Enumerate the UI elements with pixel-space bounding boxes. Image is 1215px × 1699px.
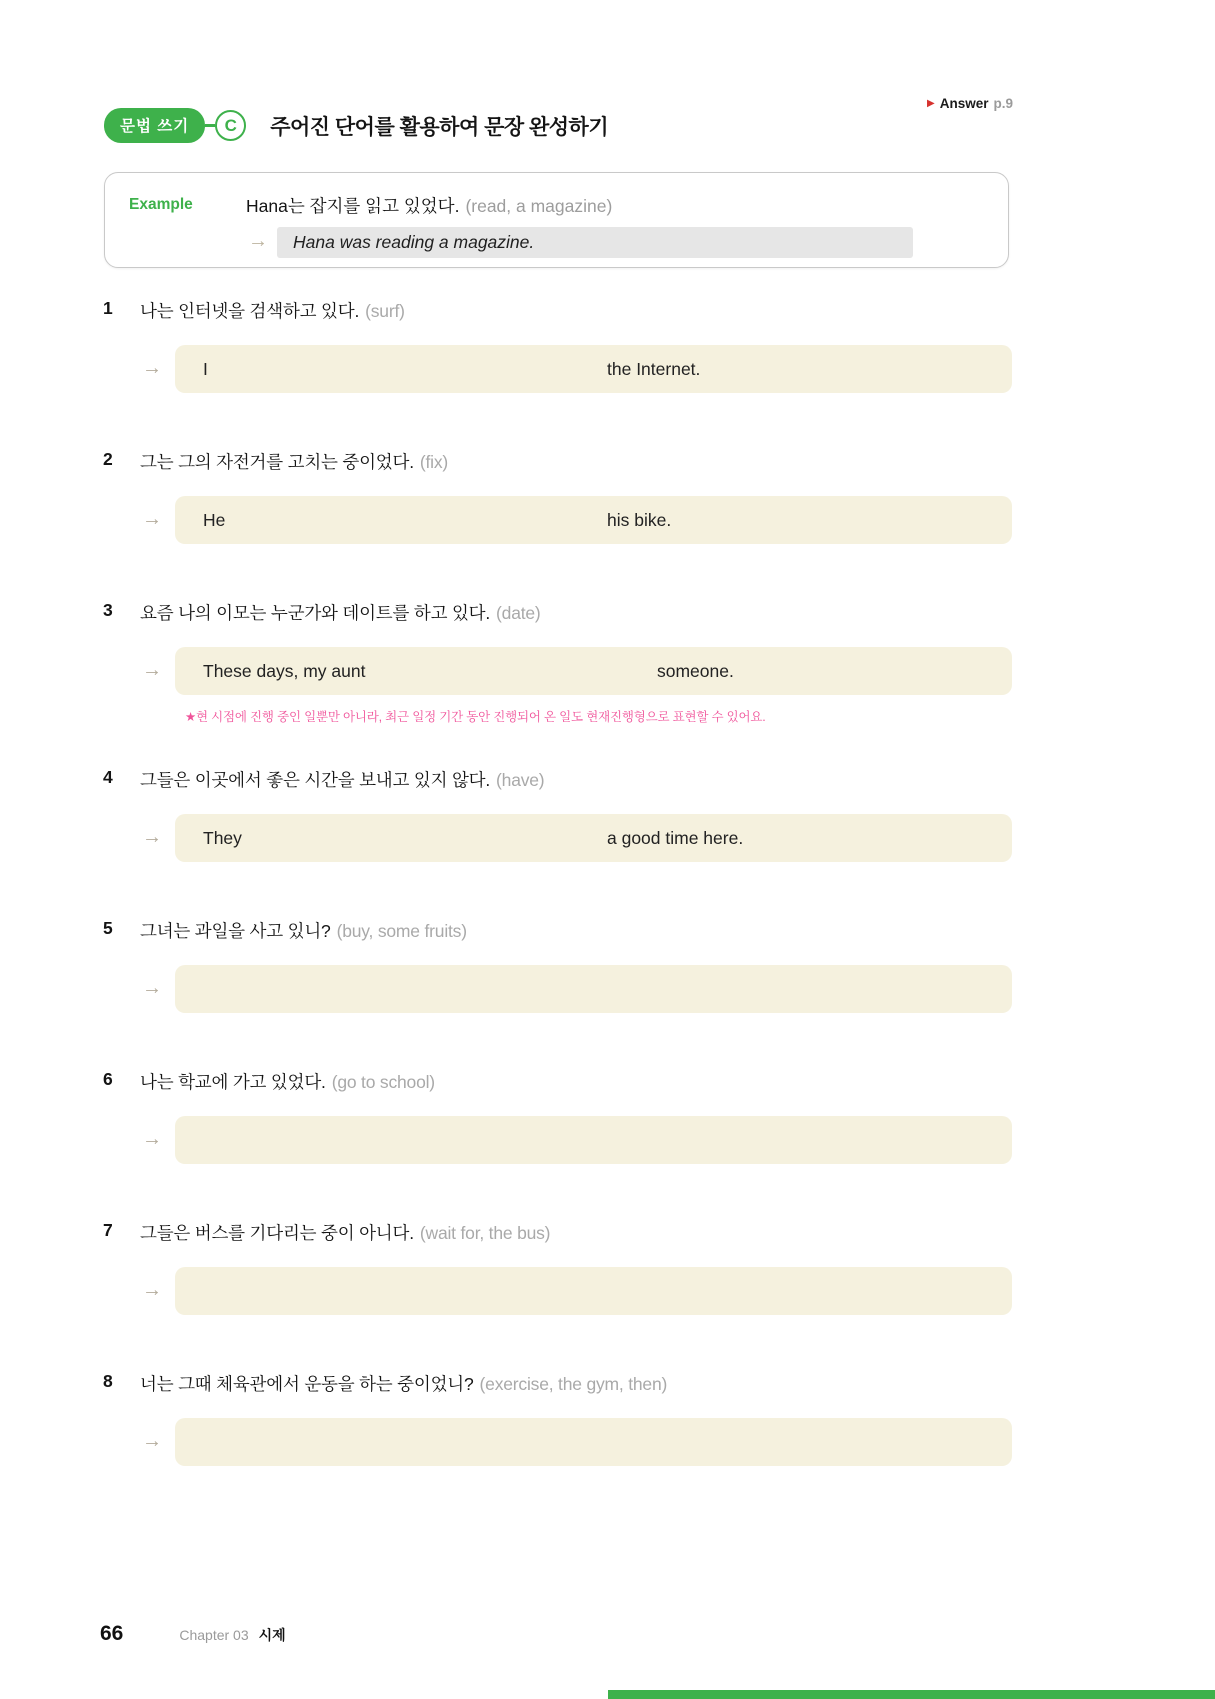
arrow-icon: →	[142, 826, 162, 848]
example-answer-highlight	[277, 227, 913, 258]
item-question	[140, 918, 467, 943]
item-number: 5	[103, 918, 113, 938]
example-hint: (read, a magazine)	[465, 196, 613, 216]
arrow-icon: →	[142, 659, 162, 681]
item-question	[140, 1069, 435, 1094]
exercise-list	[0, 298, 1215, 1522]
answer-box[interactable]	[175, 496, 1012, 544]
arrow-icon: →	[142, 1128, 162, 1150]
item-question	[140, 1371, 667, 1396]
item-number: 3	[103, 600, 113, 620]
answer-start: I	[203, 358, 208, 379]
answer-box[interactable]	[175, 1116, 1012, 1164]
chapter-title: 시제	[258, 1627, 286, 1643]
arrow-icon: →	[142, 357, 162, 379]
answer-label: Answer	[939, 96, 989, 111]
item-korean: 나는 인터넷을 검색하고 있다.	[140, 301, 360, 321]
item-korean: 그들은 이곳에서 좋은 시간을 보내고 있지 않다.	[140, 770, 491, 790]
grammar-writing-badge: 문법 쓰기	[104, 108, 205, 143]
item-korean: 너는 그때 체육관에서 운동을 하는 중이었니?	[140, 1374, 474, 1394]
page-edge-color-strip	[608, 1690, 1215, 1699]
chapter-label: Chapter 03	[179, 1627, 249, 1643]
item-number: 2	[103, 449, 113, 469]
answer-marker-icon: ▶	[927, 98, 935, 109]
answer-start: He	[203, 509, 226, 530]
section-header	[104, 108, 1111, 143]
example-answer-text: Hana was reading a magazine.	[293, 232, 535, 252]
exercise-item-4	[0, 767, 1215, 862]
answer-end: the Internet.	[607, 358, 701, 379]
item-hint: (date)	[496, 603, 541, 623]
answer-box[interactable]	[175, 1267, 1012, 1315]
exercise-item-3	[0, 600, 1215, 725]
answer-start: They	[203, 827, 242, 848]
exercise-item-6	[0, 1069, 1215, 1164]
item-number: 1	[103, 298, 113, 318]
item-hint: (wait for, the bus)	[419, 1223, 551, 1243]
example-korean: Hana는 잡지를 읽고 있었다.	[246, 196, 460, 216]
item-korean: 나는 학교에 가고 있었다.	[140, 1072, 326, 1092]
answer-page-number: p.9	[993, 96, 1013, 111]
item-question	[140, 767, 544, 792]
item-hint: (buy, some fruits)	[336, 921, 467, 941]
answer-box[interactable]	[175, 965, 1012, 1013]
exercise-item-8	[0, 1371, 1215, 1466]
item-question	[140, 1220, 550, 1245]
item-hint: (go to school)	[331, 1072, 435, 1092]
exercise-item-7	[0, 1220, 1215, 1315]
page-footer	[100, 1622, 286, 1646]
item-hint: (exercise, the gym, then)	[479, 1374, 668, 1394]
answer-end: his bike.	[607, 509, 672, 530]
answer-box[interactable]	[175, 647, 1012, 695]
arrow-icon: →	[142, 977, 162, 999]
answer-end: someone.	[657, 660, 734, 681]
section-letter-icon: C	[215, 110, 246, 141]
arrow-icon: →	[142, 1279, 162, 1301]
item-number: 8	[103, 1371, 113, 1391]
item-korean: 그녀는 과일을 사고 있니?	[140, 921, 331, 941]
answer-end: a good time here.	[607, 827, 744, 848]
answer-start: These days, my aunt	[203, 660, 366, 681]
exercise-item-5	[0, 918, 1215, 1013]
section-title: 주어진 단어를 활용하여 문장 완성하기	[270, 115, 609, 139]
grammar-tip-note: ★현 시점에 진행 중인 일뿐만 아니라, 최근 일정 기간 동안 진행되어 온 일도 현재진행형으로 표현할 수 있어요.	[185, 710, 766, 724]
exercise-item-2	[0, 449, 1215, 544]
arrow-icon: →	[142, 508, 162, 530]
item-number: 4	[103, 767, 113, 787]
item-hint: (fix)	[419, 452, 449, 472]
example-box	[104, 172, 1009, 268]
arrow-icon: →	[248, 230, 268, 252]
badge-connector	[205, 124, 215, 127]
page-number: 66	[100, 1622, 124, 1645]
item-question	[140, 449, 448, 474]
arrow-icon: →	[142, 1430, 162, 1452]
example-question	[246, 193, 612, 218]
item-korean: 요즘 나의 이모는 누군가와 데이트를 하고 있다.	[140, 603, 491, 623]
exercise-item-1	[0, 298, 1215, 393]
item-hint: (have)	[496, 770, 545, 790]
item-korean: 그는 그의 자전거를 고치는 중이었다.	[140, 452, 414, 472]
item-question	[140, 600, 541, 625]
item-korean: 그들은 버스를 기다리는 중이 아니다.	[140, 1223, 414, 1243]
example-label: Example	[129, 196, 193, 213]
answer-box[interactable]	[175, 814, 1012, 862]
item-number: 6	[103, 1069, 113, 1089]
item-number: 7	[103, 1220, 113, 1240]
item-hint: (surf)	[365, 301, 405, 321]
answer-box[interactable]	[175, 345, 1012, 393]
item-question	[140, 298, 405, 323]
answer-box[interactable]	[175, 1418, 1012, 1466]
